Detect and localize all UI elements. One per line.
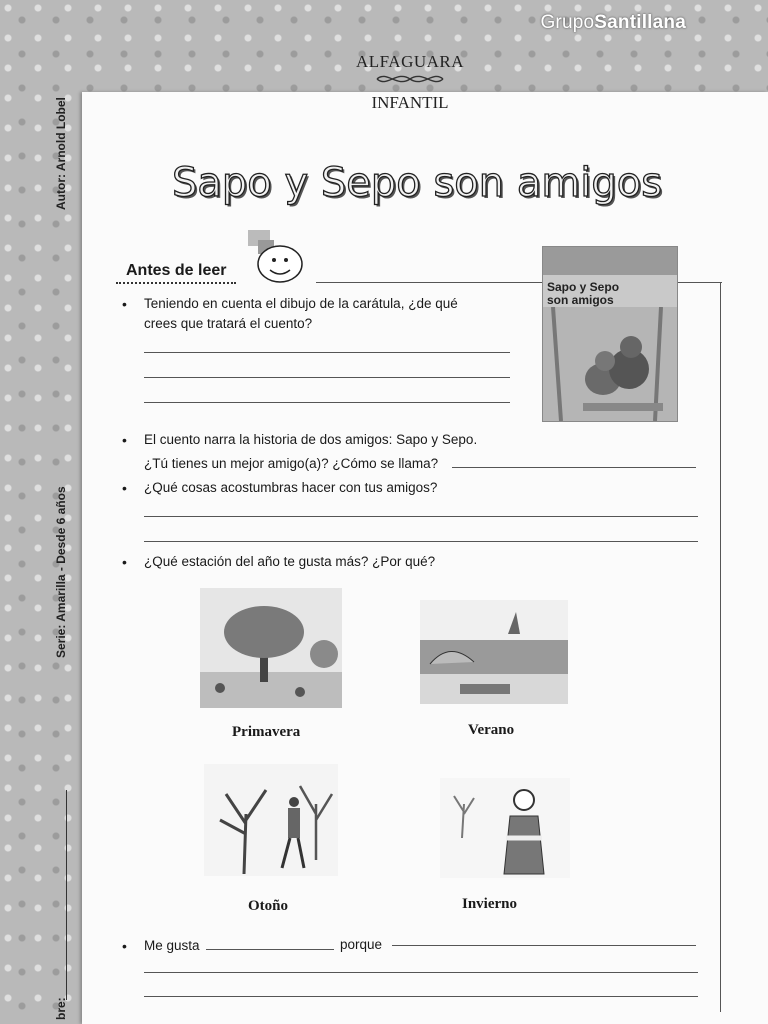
answer-line[interactable] [144,377,510,378]
summer-illustration [420,600,568,704]
answer-line[interactable] [144,402,510,403]
answer-line[interactable] [144,996,698,997]
season-label-spring: Primavera [232,724,301,740]
grupo-santillana-logo: GrupoSantillana [540,12,686,33]
name-writing-line [66,790,67,1000]
series-label: Serie: Amarilla - Desde 6 años [54,486,68,658]
question-best-friend: • El cuento narra la historia de dos amigos: Sapo y Sepo. ¿Tú tienes un mejor amigo(a)? ¿Cómo se llama? [122,432,478,471]
page-border-right [720,282,721,1012]
section-title: Antes de leer [126,262,227,279]
publisher-imprint: INFANTIL [371,93,449,112]
publisher-name: ALFAGUARA [355,52,465,71]
spring-illustration [200,588,342,708]
season-label-summer: Verano [468,722,515,738]
answer-line[interactable] [144,516,698,517]
winter-illustration [440,778,570,878]
author-label: Autor: Arnold Lobel [54,97,68,210]
knot-ornament-icon [375,72,445,86]
autumn-illustration [204,764,338,876]
answer-line[interactable] [452,467,696,468]
question-favorite-season: • ¿Qué estación del año te gusta más? ¿Por qué? [122,554,436,570]
cover-header-band [543,247,677,275]
name-label: bre: [54,997,68,1020]
question-activities-with-friends: • ¿Qué cosas acostumbras hacer con tus amigos? [122,480,438,496]
answer-line-reason[interactable] [392,945,696,946]
question-i-like: • Me gusta [122,938,200,954]
page-title: Sapo y Sepo son amigos [172,160,663,206]
alfaguara-infantil-logo [340,52,480,113]
season-label-autumn: Otoño [248,898,289,914]
cover-frogs-illustration [543,307,677,421]
frog-face-icon [240,226,306,286]
answer-line[interactable] [144,972,698,973]
section-dotted-underline [116,282,236,284]
book-cover-image [542,246,678,422]
section-rule-right [676,282,722,283]
answer-line[interactable] [144,541,698,542]
question-cover-prediction: • Teniendo en cuenta el dibujo de la carátula, ¿de qué crees que tratará el cuento? [122,296,458,331]
cover-title: Sapo y Sepo son amigos [547,280,620,307]
answer-line-season[interactable] [206,949,334,950]
because-label: porque [340,937,383,952]
season-label-winter: Invierno [462,896,518,912]
section-rule [316,282,542,283]
answer-line[interactable] [144,352,510,353]
